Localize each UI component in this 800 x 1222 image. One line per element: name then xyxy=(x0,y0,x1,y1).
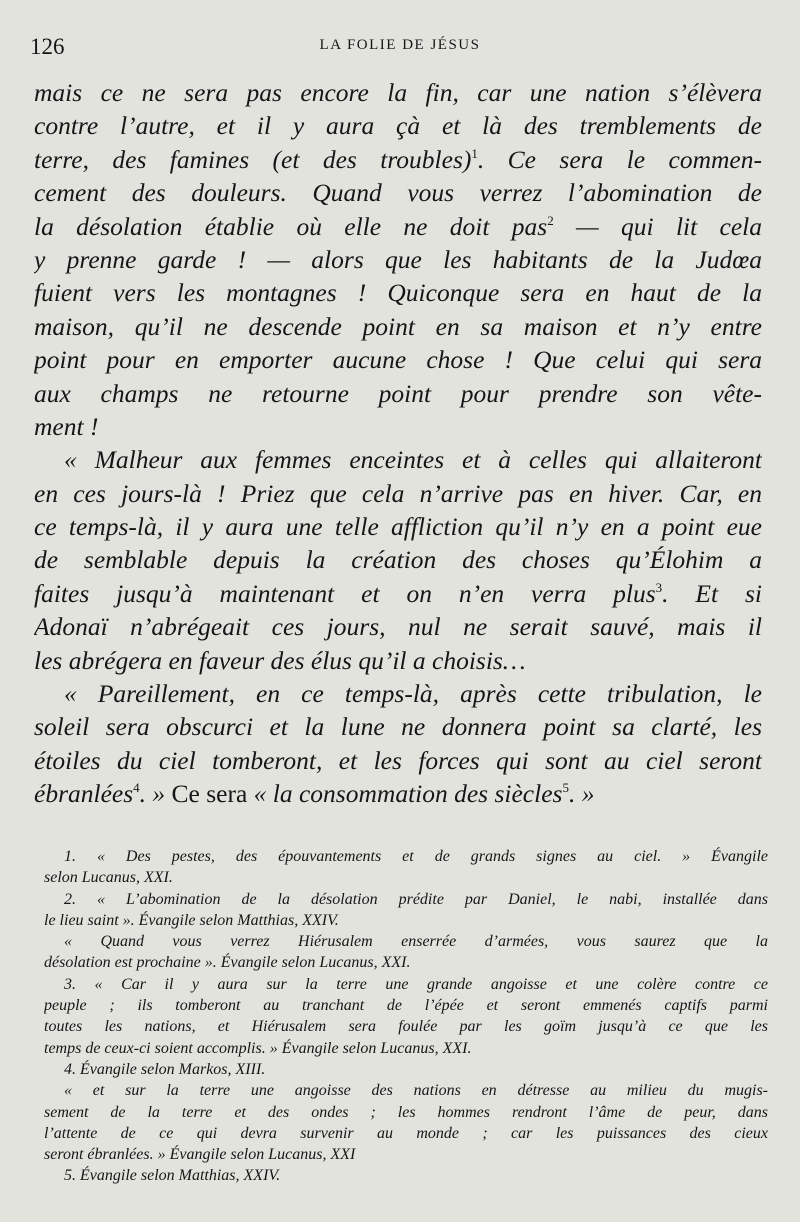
footnote-line: toutes les nations, et Hiérusalem sera foulée par les goïm jusqu’à ce que les xyxy=(44,1018,768,1036)
body-line: mais ce ne sera pas encore la fin, car une nation s’élèvera xyxy=(34,78,762,107)
footnote-line: seront ébranlées. » Évangile selon Lucanus, XXI xyxy=(44,1146,356,1164)
body-line: ce temps-là, il y aura une telle affliction qu’il n’y en a point eue xyxy=(34,512,762,542)
body-line: la désolation établie où elle ne doit pas$^2$ — qui lit cela xyxy=(34,211,762,241)
footnote-ref: 3 xyxy=(655,579,663,595)
footnote-line: « et sur la terre une angoisse des nations en détresse au milieu du mugis- xyxy=(64,1082,768,1100)
footnote-line: selon Lucanus, XXI. xyxy=(44,869,173,887)
footnote-line: peuple ; ils tomberont au tranchant de l’épée et seront emmenés captifs parmi xyxy=(44,997,768,1015)
body-line: de semblable depuis la création des choses qu’Élohim a xyxy=(34,545,762,575)
body-line: contre l’autre, et il y aura çà et là des tremblements de xyxy=(34,111,762,141)
body-line: en ces jours-là ! Priez que cela n’arrive pas en hiver. Car, en xyxy=(34,478,762,508)
footnote-line: « Quand vous verrez Hiérusalem enserrée d’armées, vous saurez que la xyxy=(64,933,768,951)
body-line: cement des douleurs. Quand vous verrez l’abomination de xyxy=(34,178,762,208)
footnote-line: 2. « L’abomination de la désolation prédite par Daniel, le nabi, installée dans xyxy=(64,890,768,908)
footnote-line: sement de la terre et des ondes ; les hommes rendront l’âme de peur, dans xyxy=(44,1103,768,1121)
running-title: LA FOLIE DE JÉSUS xyxy=(319,37,481,53)
body-line: Adonaï n’abrégeait ces jours, nul ne serait sauvé, mais il xyxy=(34,612,762,642)
footnote-line: 1. « Des pestes, des épouvantements et de grands signes au ciel. » Évangile xyxy=(64,848,768,865)
body-line: ment ! xyxy=(34,411,99,441)
footnote-line: 4. Évangile selon Markos, XIII. xyxy=(64,1060,266,1078)
footnote-line: désolation est prochaine ». Évangile selon Lucanus, XXI. xyxy=(44,954,411,972)
footnote-ref: 2 xyxy=(547,212,554,228)
body-line: terre, des famines (et des troubles)$^1$. Ce sera le commen- xyxy=(34,144,762,174)
footnote-ref: 1 xyxy=(471,145,478,161)
body-line: les abrégera en faveur des élus qu’il a choisis… xyxy=(34,645,526,675)
body-line: point pour en emporter aucune chose ! Que celui qui sera xyxy=(34,345,762,375)
body-line: faites jusqu’à maintenant et on n’en verra plus$^3$. Et si xyxy=(34,578,762,608)
footnote-line: 3. « Car il y aura sur la terre une grande angoisse et une colère contre ce xyxy=(64,975,768,993)
footnote-line: le lieu saint ». Évangile selon Matthias, XXIV. xyxy=(44,911,339,929)
footnote-line: l’attente de ce qui devra survenir au monde ; car les puissances des cieux xyxy=(44,1124,768,1142)
body-line: y prenne garde ! — alors que les habitants de la Judœa xyxy=(34,244,762,274)
footnote-line: temps de ceux-ci soient accomplis. » Évangile selon Lucanus, XXI. xyxy=(44,1039,472,1057)
footnote-ref: 5 xyxy=(562,780,569,796)
footnotes xyxy=(44,846,768,1187)
body-line: étoiles du ciel tomberont, et les forces qui sont au ciel seront xyxy=(34,745,762,775)
body-line: ébranlées$^4$. » Ce sera « la consommation des siècles$^5$. » xyxy=(34,779,595,809)
body-line: aux champs ne retourne point pour prendre son vête- xyxy=(34,378,762,408)
body-line: soleil sera obscurci et la lune ne donnera point sa clarté, les xyxy=(34,712,762,742)
page-number: 126 xyxy=(30,34,65,59)
body-line: maison, qu’il ne descende point en sa maison et n’y entre xyxy=(34,311,762,341)
page-header xyxy=(0,34,800,58)
body-line: fuient vers les montagnes ! Quiconque sera en haut de la xyxy=(34,278,762,308)
main-text xyxy=(34,76,762,811)
body-line: « Malheur aux femmes enceintes et à celles qui allaiteront xyxy=(64,445,762,475)
footnote-line: 5. Évangile selon Matthias, XXIV. xyxy=(64,1167,281,1185)
body-line: « Pareillement, en ce temps-là, après cette tribulation, le xyxy=(64,679,762,709)
footnote-ref: 4 xyxy=(133,780,140,796)
